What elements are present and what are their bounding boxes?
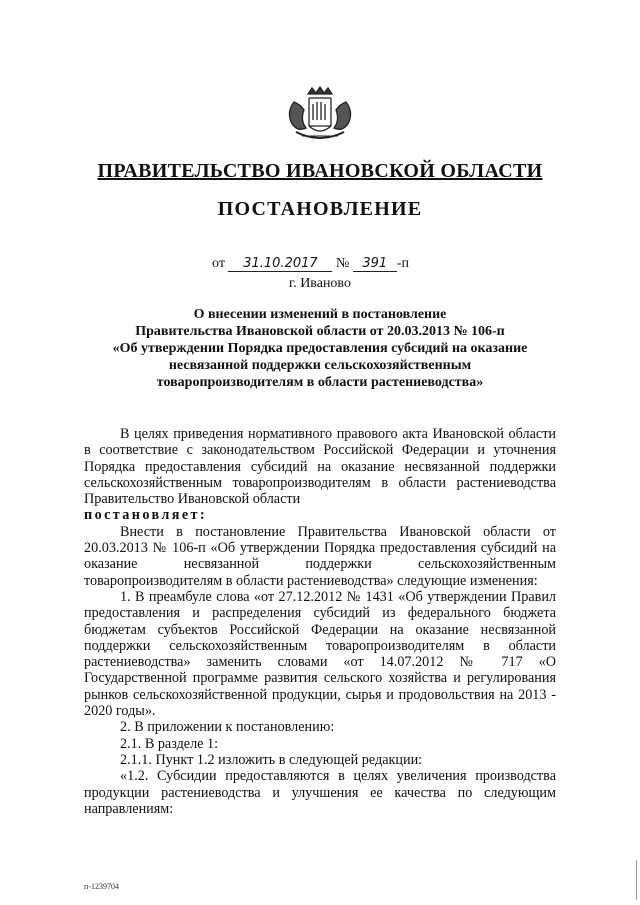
body-paragraph: 2.1. В разделе 1: — [120, 735, 219, 752]
body-paragraph: 2. В приложении к постановлению: — [120, 719, 335, 736]
body-paragraph: «1.2. Субсидии предоставляются в целях увеличения производства продукции растениеводства и улучшения ее качества по следующим направлениям: — [84, 768, 556, 817]
title-line: О внесении изменений в постановление — [193, 307, 447, 322]
government-name: ПРАВИТЕЛЬСТВО ИВАНОВСКОЙ ОБЛАСТИ — [97, 160, 543, 182]
document-body — [84, 426, 556, 817]
page-edge-mark — [636, 860, 638, 900]
body-paragraph: 1. В преамбуле слова «от 27.12.2012 № 1431 «Об утверждении Правил предоставления и распределения субсидий из федерального бюджета бюджетам субъектов Российской Федерации на оказание несвязанной поддержки сельскохозяйственным товаропроизводителям в области растениеводства» заменить словами «от 14.07.2012 № 717 «О Государственной программе развития сельского хозяйства и регулирования рынков сельскохозяйственной продукции, сырья и продовольствия на 2013 - 2020 годы». — [84, 588, 556, 720]
title-line: «Об утверждении Порядка предоставления субсидий на оказание — [112, 341, 528, 356]
document-type: ПОСТАНОВЛЕНИЕ — [217, 198, 423, 220]
title-line: товаропроизводителям в области растениеводства» — [156, 375, 484, 390]
decree-title — [70, 306, 570, 391]
preamble-paragraph: В целях приведения нормативного правового акта Ивановской области в соответствие с законодательством Российской Федерации и уточнения Порядка предоставления субсидий на оказание несвязанной поддержки сельскохозяйственным товаропроизводителям в области растениеводства Правительство Ивановской области — [84, 426, 556, 508]
body-paragraph: 2.1.1. Пункт 1.2 изложить в следующей редакции: — [120, 751, 423, 768]
date-number-line — [212, 256, 409, 272]
decrees-keyword: постановляет: — [84, 507, 208, 524]
number-value: 391 — [353, 257, 397, 272]
title-line: несвязанной поддержки сельскохозяйственным — [168, 358, 472, 373]
coat-of-arms-emblem — [282, 84, 358, 144]
body-paragraph: Внести в постановление Правительства Ивановской области от 20.03.2013 № 106-п «Об утверждении Порядка предоставления субсидий на оказание несвязанной поддержки сельскохозяйственным товаропроизводителям в области растениеводства» следующие изменения: — [84, 523, 556, 589]
date-prefix: от — [212, 256, 225, 271]
number-suffix: -п — [396, 256, 409, 271]
date-value: 31.10.2017 — [228, 257, 332, 272]
city: г. Иваново — [289, 276, 351, 291]
document-code: п-1239704 — [84, 882, 119, 891]
number-label: № — [335, 256, 350, 271]
title-line: Правительства Ивановской области от 20.03.2013 № 106-п — [135, 324, 505, 339]
